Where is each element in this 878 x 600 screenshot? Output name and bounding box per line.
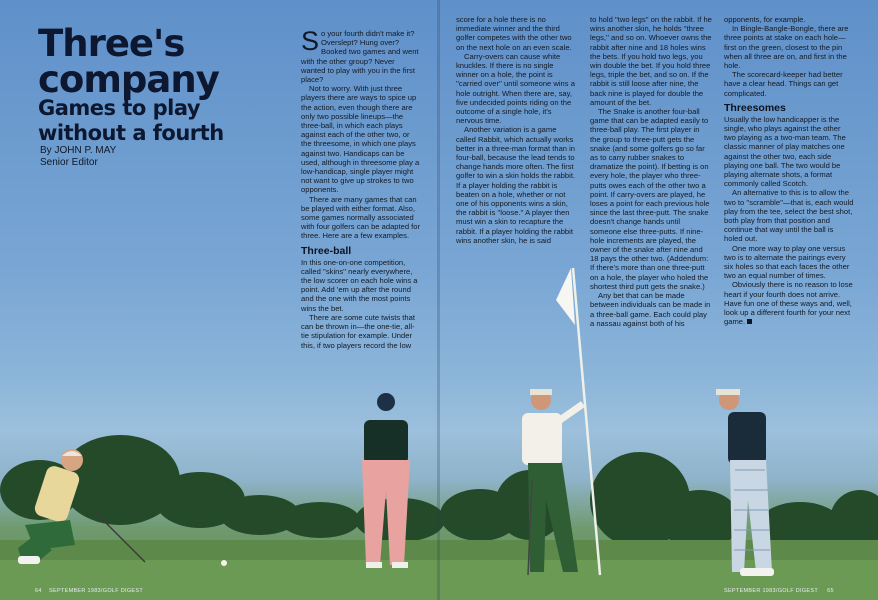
subhead-three-ball: Three-ball: [301, 244, 352, 257]
article-deck: [38, 96, 224, 146]
subhead-threesomes: Threesomes: [724, 101, 786, 114]
column-1: [301, 26, 421, 350]
paragraph: There are many games that can be played with either format. Also, some games normally associated with four golfers can be adapted for three. Here are a few examples.: [301, 194, 421, 241]
paragraph: Not to worry. With just three players there are ways to spice up the action, even though there are only two possible lineups—the three-ball, in which each plays against each of the other two, or the threesome, in which one plays against two. Handicaps can be used, although in threesome play a low-handicap, single player might not want to give up strokes to two opponents.: [301, 84, 420, 195]
paragraph: The scorecard-keeper had better have a clear head. Things can get complicated.: [724, 70, 843, 98]
column-1-intro: So your fourth didn't make it? Overslept? Hung over? Booked two games and went with the other group? Never wanted to play with you in the first place?: [301, 26, 419, 85]
column-2: [456, 15, 577, 245]
paragraph: One more way to play one versus two is to alternate the pairings every six holes so that each faces the other two an equal number of times.: [724, 243, 850, 281]
deck-line-1: Games to play: [38, 96, 201, 120]
paragraph: Usually the low handicapper is the single, who plays against the other two playing as a two-man team. The classic manner of play matches one against the other two, each side playing one ball. The two would be playing alternate shots, a format commonly called Scotch.: [724, 114, 846, 189]
byline-role: Senior Editor: [40, 157, 98, 168]
byline: [40, 145, 116, 169]
paragraph: There are some cute twists that can be thrown in—the one-tie, all-tie stipulation for example. Under this, if two players record the low: [301, 312, 415, 350]
drop-cap: S: [301, 26, 320, 56]
paragraph: score for a hole there is no immediate winner and the third golfer competes with the other two on the next hole on an even scale.: [456, 15, 572, 52]
deck-line-2: without a fourth: [38, 121, 224, 145]
paragraph: to hold ''two legs'' on the rabbit. If he wins another skin, he holds ''three legs,'' and so on. Whoever owns the rabbit after nine and 18 holes wins the bets. If you hold two legs, you win double the bet. If you hold three legs, triple the bet, and so on. If the rabbit is still loose after nine, the back nine is played for double the amount of the bet.: [590, 15, 712, 107]
paragraph: Carry-overs can cause white knuckles. If there is no single winner on a hole, the point is ''carried over'' until someone wins a hole outright. When there are, say, five undecided points riding on the outcome of a single hole, it's nervous time.: [456, 51, 575, 126]
title-line-2: company: [38, 58, 219, 101]
title-line-1: Three's: [38, 22, 185, 65]
paragraph: The Snake is another four-ball game that can be adapted easily to three-ball play. The first player in the group to three-putt gets the snake (and some golfers go so far as to carry rubber snakes to dramatize the point). If betting is on every hole, the player who three-putts owes each of the other two a point. If carry-overs are played, he loses a point for each previous hole since the last three-putt. The snake doesn't change hands until someone else three-putts. If nine-hole increments are played, the owner of the snake after nine and 18 pays the other two. (Addendum: If there's more than one three-putt on a hole, the player who holed the shortest third putt gets the snake.): [590, 107, 710, 291]
paragraph: In Bingle-Bangle-Bongle, there are three points at stake on each hole—first on the green, closest to the pin when all three are on, and first in the hole.: [724, 24, 849, 71]
paragraph: opponents, for example.: [724, 15, 806, 24]
end-mark-icon: [747, 319, 752, 324]
right-issue-line: SEPTEMBER 1983/GOLF DIGEST: [724, 588, 818, 594]
paragraph: Another variation is a game called Rabbit, which actually works better in a three-man format than in four-ball, because the lead tends to change hands more often. The first golfer to win a skin holds the rabbit. If a player holding the rabbit is beaten on a hole, whether or not one of his opponents wins a skin, the rabbit is ''loose.'' A player then must win a skin to recapture the rabbit. If a player holding the rabbit wins another skin, he is said: [456, 125, 576, 245]
paragraph: Any bet that can be made between individuals can be made in a three-ball game. Each could play a nassau against both of his: [590, 291, 711, 328]
byline-author: By JOHN P. MAY: [40, 145, 117, 156]
paragraph: An alternative to this is to allow the two to ''scramble''—that is, each would play from the tee, select the best shot, both play from that position and continue that way until the ball is holed out.: [724, 188, 854, 244]
right-page-number: 65: [827, 588, 834, 594]
left-folio: [35, 588, 143, 594]
right-folio: [724, 588, 834, 594]
paragraph: In this one-on-one competition, called ''skins'' nearly everywhere, the low scorer on each hole wins a point. Add 'em up after the round and the one with the most points wins the bet.: [301, 257, 418, 313]
paragraph-final: Obviously there is no reason to lose heart if your fourth does not arrive. Have fun one of these ways and, well, look up a different fourth for your next game.: [724, 280, 853, 327]
left-issue-line: SEPTEMBER 1983/GOLF DIGEST: [49, 588, 144, 594]
article-title: [38, 22, 219, 101]
left-page-number: 64: [35, 588, 42, 594]
column-4: [724, 15, 854, 327]
column-3: [590, 15, 712, 328]
